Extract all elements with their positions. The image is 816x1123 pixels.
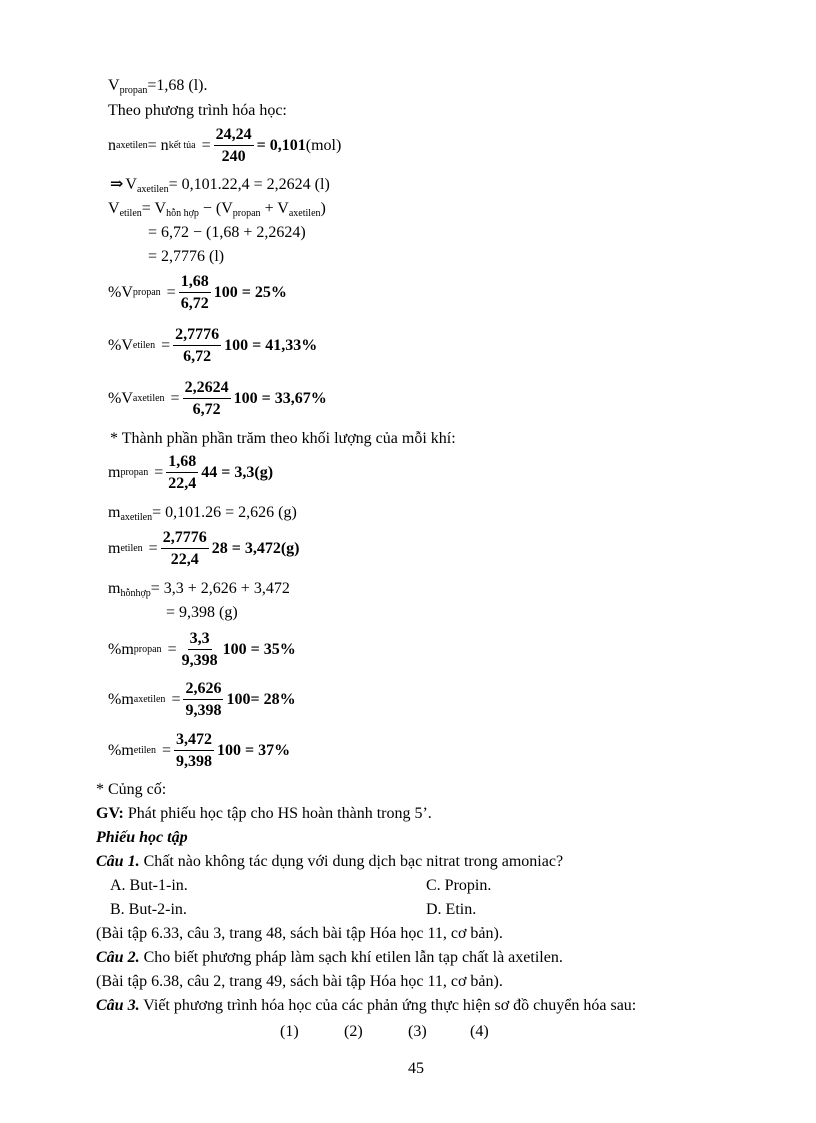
v-etilen-line-2: = 6,72 − (1,68 + 2,2624): [148, 224, 306, 241]
pct-m-axetilen-equation: %m axetilen = $\frac{2,626}{9,398}$ 100= 28%: [108, 680, 296, 719]
m-hon-hop-line-2: = 9,398 (g): [166, 604, 238, 621]
cau3-line: Câu 3. Viết phương trình hóa học của các phản ứng thực hiện sơ đồ chuyển hóa sau:: [96, 997, 637, 1014]
pct-v-propan-equation: %V propan = $\frac{1,68}{6,72}$ 100 = 25%: [108, 273, 287, 312]
n-axetilen-equation: n axetilen = n kết tủa = $\frac{24,24}{240}$ = 0,101 (mol): [108, 126, 342, 165]
cau1-option-d: D. Etin.: [426, 901, 477, 918]
cau1-line: Câu 1. Chất nào không tác dụng với dung dịch bạc nitrat trong amoniac?: [96, 853, 564, 870]
phieu-hoc-tap-title: Phiếu học tập: [96, 829, 188, 846]
thanh-phan-heading: * Thành phần phần trăm theo khối lượng của mỗi khí:: [110, 430, 456, 447]
page-number: 45: [408, 1060, 424, 1077]
scheme-step-3: (3): [408, 1023, 427, 1040]
cau2-reference: (Bài tập 6.38, câu 2, trang 49, sách bài tập Hóa học 11, cơ bản).: [96, 973, 503, 990]
theo-pthh-line: Theo phương trình hóa học:: [108, 102, 287, 119]
m-propan-equation: m propan = $\frac{1,68}{22,4}$ 44 = 3,3(g): [108, 453, 274, 492]
v-etilen-line-3: = 2,7776 (l): [148, 248, 225, 265]
scheme-step-2: (2): [344, 1023, 363, 1040]
cau1-option-b: B. But-2-in.: [110, 901, 187, 918]
m-hon-hop-line: $m_{hỗnhợp}= 3,3 + 2,626 + 3,472$: [108, 580, 290, 599]
v-etilen-line: $V_{etilen}= V_{hỗn hợp} - (V_{propan} + V_{axetilen})$: [108, 200, 326, 219]
pct-v-etilen-equation: %V etilen = $\frac{2,7776}{6,72}$ 100 = 41,33%: [108, 326, 318, 365]
cung-co-heading: * Củng cố:: [96, 781, 167, 798]
pct-m-etilen-equation: %m etilen = $\frac{3,472}{9,398}$ 100 = 37%: [108, 731, 291, 770]
v-propan-line: $V_{propan}=1,68$ (l).: [108, 77, 208, 96]
m-etilen-equation: m etilen = $\frac{2,7776}{22,4}$ 28 = 3,472(g): [108, 529, 300, 568]
cau1-option-a: A. But-1-in.: [110, 877, 188, 894]
v-axetilen-line: ⇒ $V_{axetilen}= 0,101.22,4 = 2,2624$ (l): [110, 176, 330, 195]
cau1-option-c: C. Propin.: [426, 877, 492, 894]
scheme-step-1: (1): [280, 1023, 299, 1040]
scheme-step-4: (4): [470, 1023, 489, 1040]
pct-m-propan-equation: %m propan = $\frac{3,3}{9,398}$ 100 = 35%: [108, 630, 296, 669]
m-axetilen-line: $m_{axetilen}= 0,101.26 = 2,626$ (g): [108, 504, 297, 523]
pct-v-axetilen-equation: %V axetilen = $\frac{2,2624}{6,72}$ 100 = 33,67%: [108, 379, 327, 418]
gv-line: GV: Phát phiếu học tập cho HS hoàn thành trong 5’.: [96, 805, 432, 822]
cau2-line: Câu 2. Cho biết phương pháp làm sạch khí etilen lẫn tạp chất là axetilen.: [96, 949, 563, 966]
cau1-reference: (Bài tập 6.33, câu 3, trang 48, sách bài tập Hóa học 11, cơ bản).: [96, 925, 503, 942]
n-axetilen-fraction: $\frac{24,24}{240}$: [215, 126, 252, 165]
